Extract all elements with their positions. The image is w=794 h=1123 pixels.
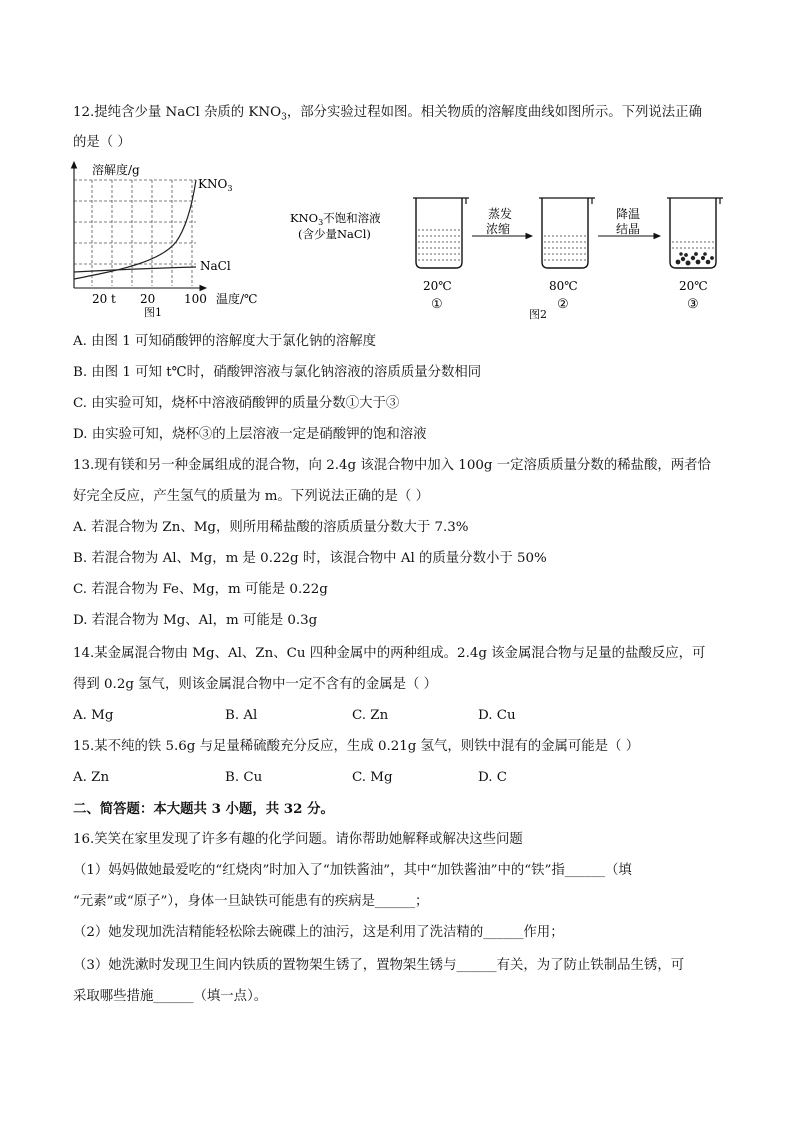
solubility-curve-figure [60,158,260,320]
q15-stem: 15.某不纯的铁 5.6g 与足量稀硫酸充分反应，生成 0.21g 氢气，则铁中混有的金属可能是（ ） [73,739,640,754]
q14-option-c: C. Zn [352,708,389,723]
q14-option-b: B. Al [225,708,258,723]
crystals-icon [676,252,714,265]
beaker3-number: ③ [687,297,699,312]
q16-part3-line1: （3）她洗漱时发现卫生间内铁质的置物架生锈了，置物架生锈与______有关，为了防止铁制品生锈，可 [73,958,685,973]
beaker2-temp: 80℃ [549,279,578,293]
x-axis-label: 温度/℃ [216,292,258,306]
q12-option-c: C. 由实验可知，烧杯中溶液硝酸钾的质量分数①大于③ [73,396,400,411]
q14-option-d: D. Cu [478,708,516,723]
step2-label-line2: 结晶 [616,222,641,236]
q15-option-b: B. Cu [225,770,263,785]
q12-stem-line1 [73,104,702,122]
step1-label-line2: 浓缩 [486,222,511,236]
figure1-caption: 图1 [144,306,162,319]
kno3-curve-label: $KNO_3$ [198,177,233,193]
q13-stem-line2: 好完全反应，产生氢气的质量为 m。下列说法正确的是（ ） [73,489,429,504]
solution-label-line2: (含少量NaCl) [298,227,371,241]
q16-intro: 16.笑笑在家里发现了许多有趣的化学问题。请你帮助她解释或解决这些问题 [73,832,523,847]
section2-heading: 二、简答题：本大题共 3 小题，共 32 分。 [73,801,334,817]
q12-option-b: B. 由图 1 可知 t℃时，硝酸钾溶液与氯化钠溶液的溶质质量分数相同 [73,365,482,380]
beaker-2 [539,198,595,268]
q15-option-a: A. Zn [73,770,110,785]
q15-option-d: D. C [478,770,508,785]
figure2-caption: 图2 [529,308,547,321]
step1-label-line1: 蒸发 [488,207,513,221]
solution-label-line1: $KNO_3$不饱和溶液 [290,211,381,227]
x-tick-100: 100 [184,292,207,306]
x-tick-20b: 20 [140,292,156,306]
beaker-3 [667,198,723,268]
q16-part1-line1: （1）妈妈做她最爱吃的“红烧肉”时加入了“加铁酱油”，其中“加铁酱油”中的“铁”指______（填 [73,863,632,878]
y-axis-label: 溶解度/g [92,163,140,177]
q16-part1-line2: “元素”或“原子”），身体一旦缺铁可能患有的疾病是______； [73,894,429,909]
step2-label-line1: 降温 [616,207,641,221]
q12-stem-subscript: 3 [281,112,287,123]
q13-option-b: B. 若混合物为 Al、Mg，m 是 0.22g 时，该混合物中 Al 的质量分数小于 50% [73,551,547,566]
q12-option-a: A. 由图 1 可知硝酸钾的溶解度大于氯化钠的溶解度 [73,334,377,349]
q16-part2: （2）她发现加洗洁精能轻松除去碗碟上的油污，这是利用了洗洁精的______作用； [73,925,564,940]
nacl-curve-label: NaCl [200,259,231,273]
q14-option-a: A. Mg [73,708,114,723]
q16-part3-line2: 采取哪些措施______（填一点）。 [73,989,268,1004]
beaker-1 [413,198,469,268]
grid-lines [74,180,196,286]
q13-option-a: A. 若混合物为 Zn、Mg，则所用稀盐酸的溶质质量分数大于 7.3% [73,520,469,535]
q12-stem-text: 12.提纯含少量 NaCl 杂质的 KNO [73,105,282,120]
beaker3-temp: 20℃ [679,279,708,293]
q13-option-d: D. 若混合物为 Mg、Al，m 可能是 0.3g [73,613,318,628]
q12-stem-text-cont: ，部分实验过程如图。相关物质的溶解度曲线如图所示。下列说法正确 [286,105,702,120]
x-tick-t: t [111,292,116,306]
q15-option-c: C. Mg [352,770,393,785]
beaker1-number: ① [431,297,443,312]
beaker1-temp: 20℃ [423,279,452,293]
q14-stem-line2: 得到 0.2g 氢气，则该金属混合物中一定不含有的金属是（ ） [73,677,438,692]
q12-stem-line2: 的是（ ） [73,135,131,150]
beaker2-number: ② [557,297,569,312]
x-tick-20: 20 [92,292,108,306]
q13-option-c: C. 若混合物为 Fe、Mg，m 可能是 0.22g [73,582,328,597]
experiment-process-figure [286,192,726,322]
q12-option-d: D. 由实验可知，烧杯③的上层溶液一定是硝酸钾的饱和溶液 [73,427,427,442]
q13-stem-line1: 13.现有镁和另一种金属组成的混合物，向 2.4g 该混合物中加入 100g 一定溶质质量分数的稀盐酸，两者恰 [73,458,711,473]
q14-stem-line1: 14.某金属混合物由 Mg、Al、Zn、Cu 四种金属中的两种组成。2.4g 该金属混合物与足量的盐酸反应，可 [73,646,706,661]
